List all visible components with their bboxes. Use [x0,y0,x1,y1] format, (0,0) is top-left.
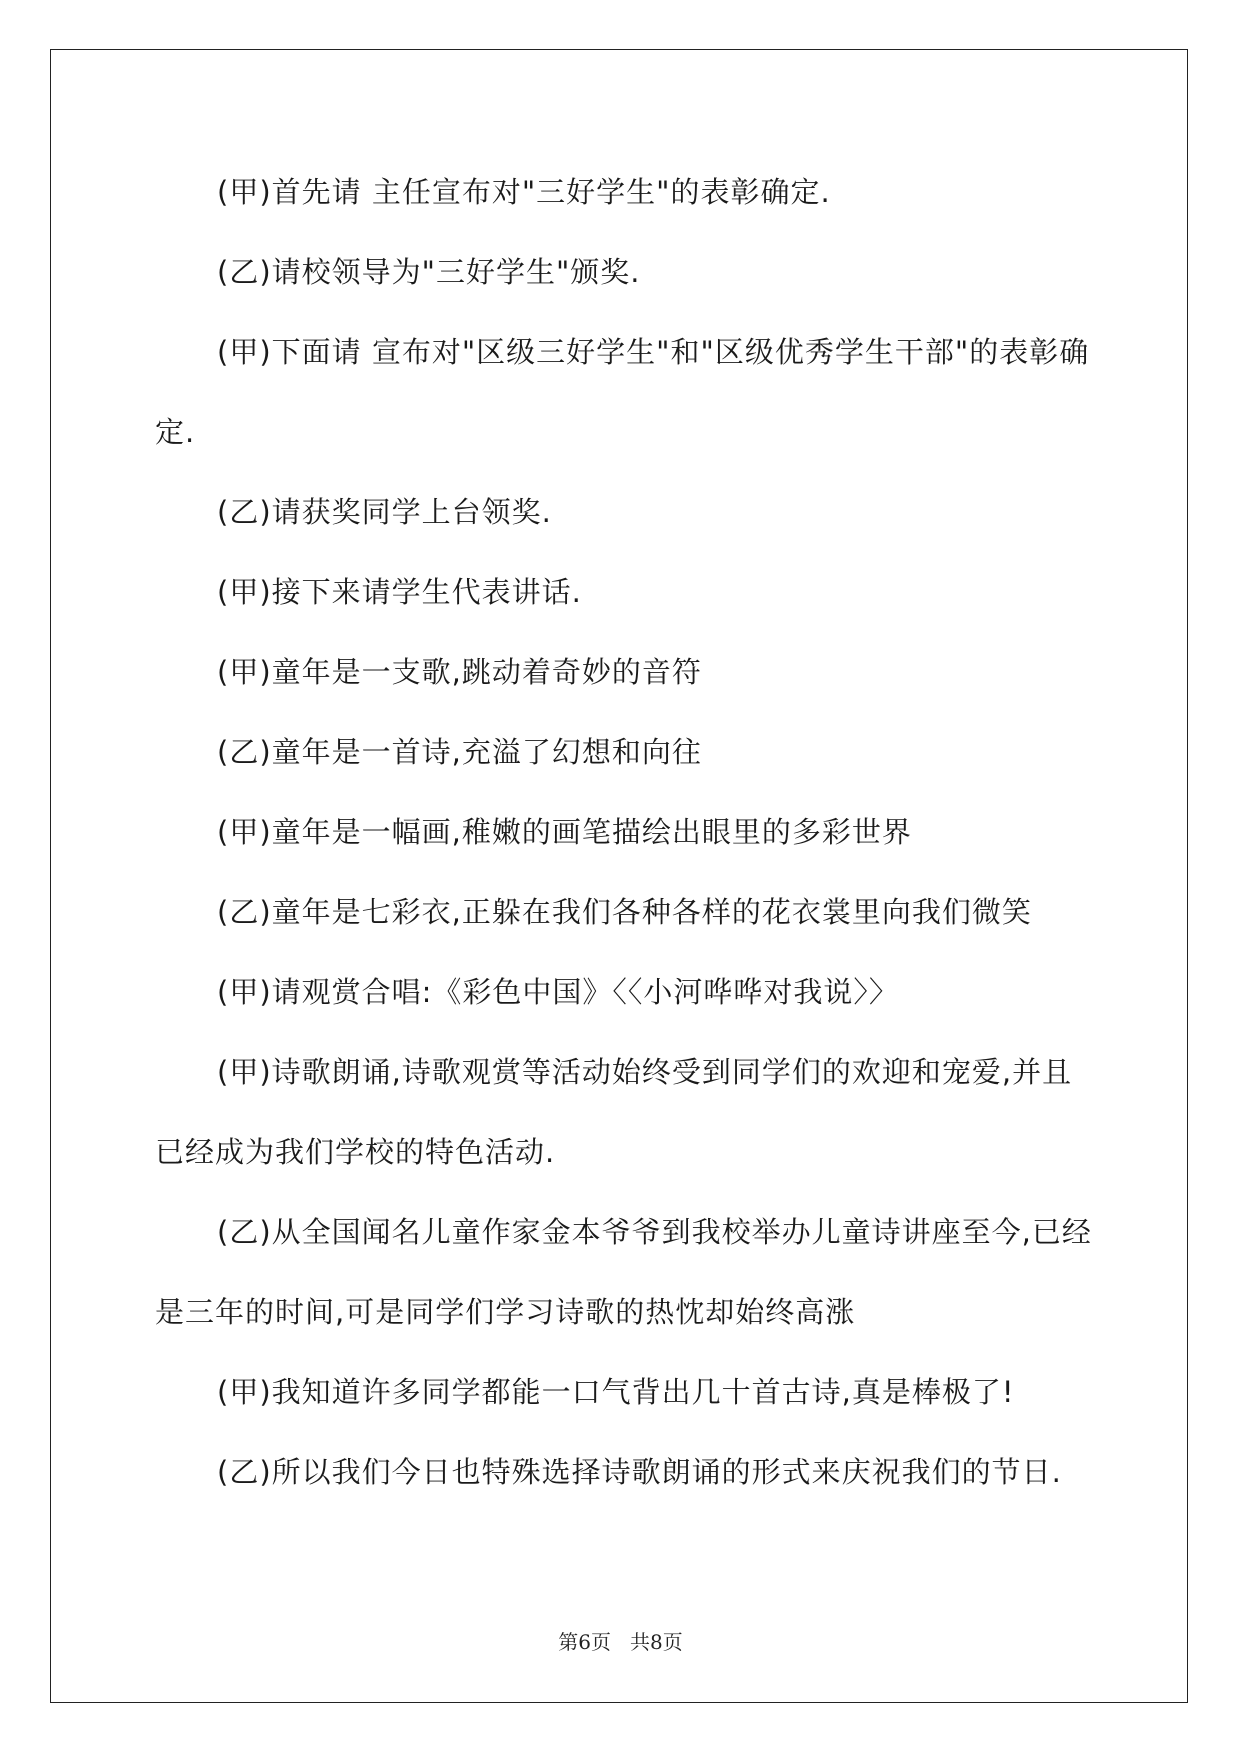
paragraph-9: (乙)童年是七彩衣,正躲在我们各种各样的花衣裳里向我们微笑 [217,895,1032,929]
paragraph-6: (甲)童年是一支歌,跳动着奇妙的音符 [217,655,702,689]
paragraph-5: (甲)接下来请学生代表讲话. [217,575,582,609]
paragraph-1: (甲)首先请 主任宣布对"三好学生"的表彰确定. [217,175,831,209]
paragraph-13: (甲)我知道许多同学都能一口气背出几十首古诗,真是棒极了! [217,1375,1015,1409]
paragraph-14: (乙)所以我们今日也特殊选择诗歌朗诵的形式来庆祝我们的节日. [217,1455,1062,1489]
page-number-footer: 第6页 共8页 [558,1630,683,1654]
paragraph-3: (甲)下面请 宣布对"区级三好学生"和"区级优秀学生干部"的表彰确定. [155,335,1090,449]
paragraph-8: (甲)童年是一幅画,稚嫩的画笔描绘出眼里的多彩世界 [217,815,912,849]
paragraph-2: (乙)请校领导为"三好学生"颁奖. [217,255,641,289]
paragraph-7: (乙)童年是一首诗,充溢了幻想和向往 [217,735,702,769]
paragraph-12: (乙)从全国闻名儿童作家金本爷爷到我校举办儿童诗讲座至今,已经是三年的时间,可是同学们学习诗歌的热忱却始终高涨 [155,1215,1092,1329]
paragraph-11: (甲)诗歌朗诵,诗歌观赏等活动始终受到同学们的欢迎和宠爱,并且已经成为我们学校的特色活动. [155,1055,1073,1169]
paragraph-10: (甲)请观赏合唱:《彩色中国》〈〈小河哗哗对我说〉〉 [217,975,899,1009]
paragraph-4: (乙)请获奖同学上台领奖. [217,495,552,529]
